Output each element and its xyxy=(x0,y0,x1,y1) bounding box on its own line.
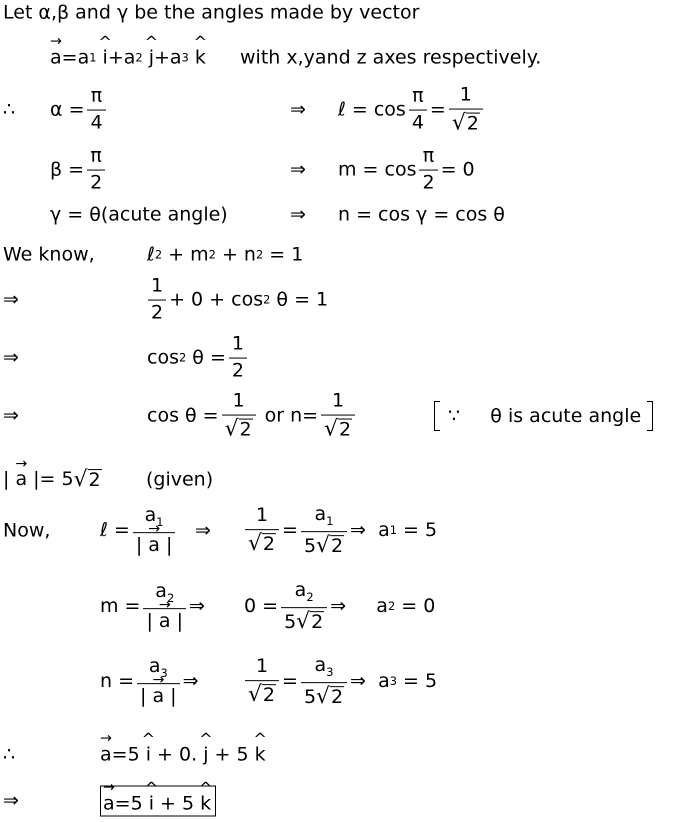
line-we-know xyxy=(0,243,676,266)
a3-eq: 1 √ 2 = $a_3$ 5 √ 2 ⇒ a 3 = 5 xyxy=(242,656,437,708)
magnitude-eq: | → a |= 5 √ 2 xyxy=(3,469,102,491)
implies-symbol: ⇒ xyxy=(3,288,19,311)
implies-symbol: ⇒ xyxy=(290,203,306,226)
n-frac-eq: n = $\frac{a_3}{| \to a |}$ ⇒ xyxy=(100,657,199,707)
line-magnitude xyxy=(0,467,676,493)
implies-symbol: ⇒ xyxy=(3,404,19,427)
a1-eq: 1 √ 2 = $a_1$ 5 √ 2 ⇒ a 1 = 5 xyxy=(242,505,437,557)
vector-result: → a =5 ^ i + 0. ^ j + 5 ^ k xyxy=(100,746,266,765)
cos-theta-eq: cos θ = 1 √ 2 or n= 1 √ 2 xyxy=(147,392,358,441)
line-sub-1 xyxy=(0,274,676,324)
line-sub-3 xyxy=(0,389,676,442)
ell-frac-eq: ℓ = $\frac{a_1}{| \to a |}$ xyxy=(100,506,178,556)
line-gamma xyxy=(0,203,676,226)
cos2-eq: cos 2 θ = $\frac{1}{2}$ xyxy=(147,335,250,382)
acute-angle-note: ∵ θ is acute angle xyxy=(434,401,653,431)
implies-symbol: ⇒ xyxy=(290,98,306,121)
ell-eq: ℓ = cos $\frac{\pi}{4}$ = 1 √ 2 xyxy=(338,86,486,135)
line-alpha xyxy=(0,83,676,136)
line-final-answer xyxy=(0,789,676,815)
line-beta xyxy=(0,144,676,194)
sqrt: √ 2 xyxy=(451,110,479,136)
implies-symbol: ⇒ xyxy=(195,519,211,542)
fraction: $\frac{\pi}{4}$ xyxy=(87,87,105,134)
identity-eq: ℓ 2 + m 2 + n 2 = 1 xyxy=(147,243,304,266)
line-intro xyxy=(0,1,676,24)
intro-text: Let α,β and γ be the angles made by vector xyxy=(3,1,420,24)
implies-symbol: ⇒ xyxy=(290,158,306,181)
therefore-symbol: ∴ xyxy=(3,98,16,121)
given-text: (given) xyxy=(146,468,214,491)
implies-symbol: ⇒ xyxy=(3,789,19,812)
sum-eq: $\frac{1}{2}$ + 0 + cos 2 θ = 1 xyxy=(145,277,328,324)
now-text: Now, xyxy=(3,519,51,542)
with-axes-text: with x,yand z axes respectively. xyxy=(240,46,542,69)
therefore-symbol: ∴ xyxy=(3,743,16,766)
gamma-eq: γ = θ(acute angle) xyxy=(50,203,228,226)
final-answer-box: → a =5 ^ i + 5 ^ k xyxy=(100,786,216,817)
line-sub-2 xyxy=(0,332,676,382)
a2-eq: 0 = $a_2$ 5 √ 2 ⇒ a 2 = 0 xyxy=(244,579,436,634)
m-eq: m = cos $\frac{\pi}{2}$ = 0 xyxy=(338,144,475,194)
line-vector-result xyxy=(0,743,676,766)
line-n xyxy=(0,654,676,709)
line-m xyxy=(0,579,676,634)
implies-symbol: ⇒ xyxy=(3,346,19,369)
we-know-text: We know, xyxy=(3,243,95,266)
n-eq: n = cos γ = cos θ xyxy=(338,203,505,226)
line-now-ell xyxy=(0,503,676,558)
alpha-eq: α = $\frac{\pi}{4}$ xyxy=(50,87,109,134)
line-vector-def xyxy=(0,46,676,69)
beta-eq: β = $\frac{\pi}{2}$ xyxy=(50,147,108,194)
m-frac-eq: m = $\frac{a_2}{| \to a |}$ ⇒ xyxy=(100,582,205,632)
vector-definition: → a = a 1 ^ i + a 2 ^ j + a 3 ^ k xyxy=(50,49,206,68)
